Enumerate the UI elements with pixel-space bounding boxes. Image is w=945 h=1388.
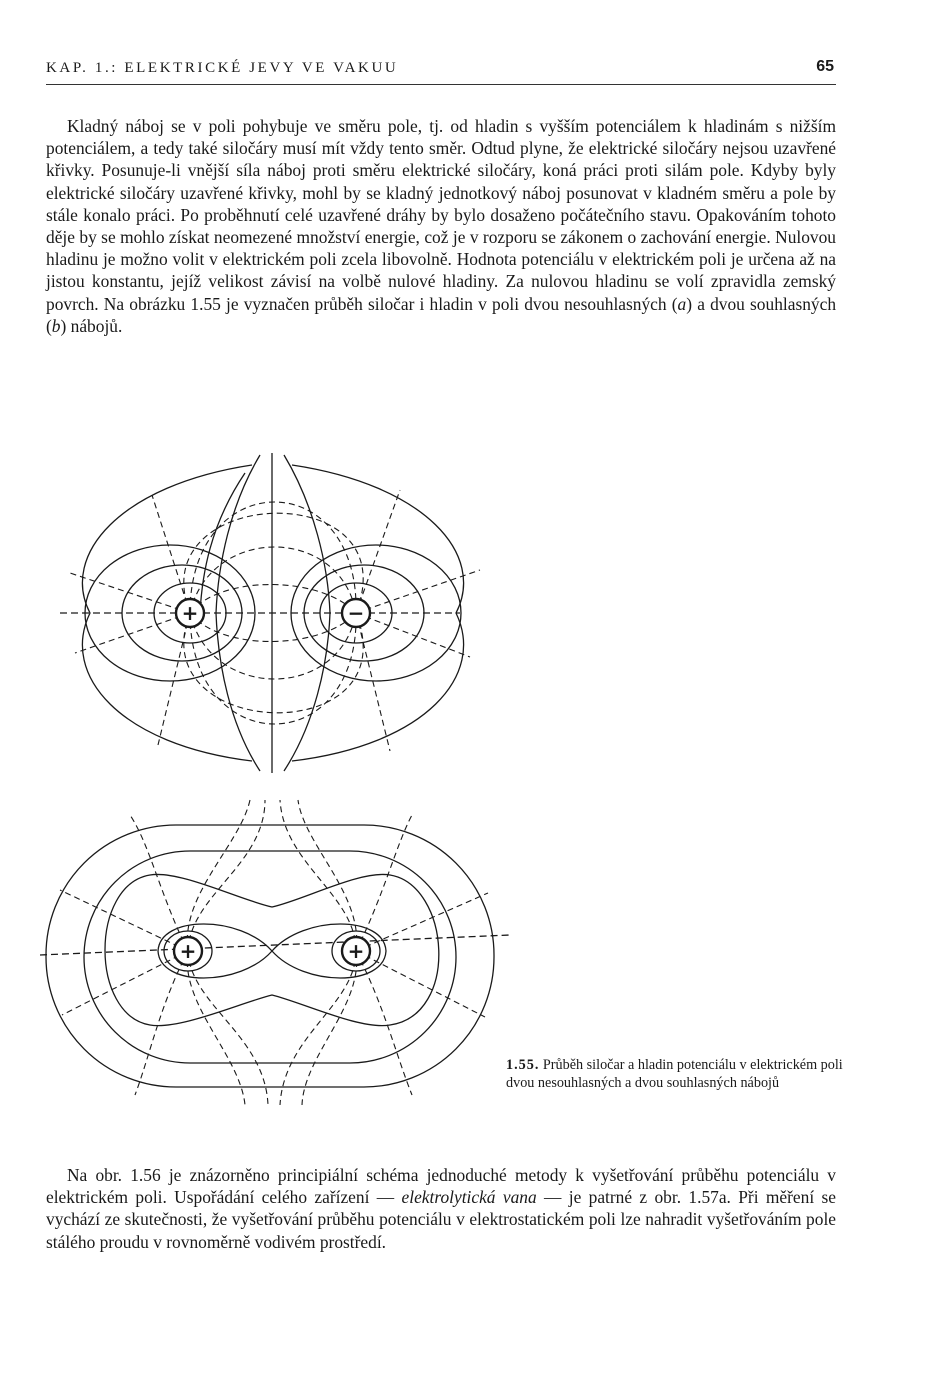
field-line-b16 — [280, 951, 356, 1105]
charge-label-bottom-left: + — [179, 939, 197, 963]
charge-label-bottom-right: + — [347, 939, 365, 963]
page-number: 65 — [816, 58, 834, 75]
field-line-b4 — [60, 890, 188, 951]
label-a: a — [677, 293, 687, 314]
field-line-b2 — [188, 800, 265, 951]
figure-field-lines — [40, 445, 520, 1125]
field-line-b12 — [356, 893, 488, 951]
field-line-b1 — [187, 800, 250, 951]
equipotential-outer-1 — [46, 825, 494, 1087]
field-line-b3 — [130, 815, 188, 951]
equipotential-outer-2 — [84, 851, 456, 1063]
paragraph-1-text-b: ) a dvou souhlasných ( — [46, 293, 837, 336]
field-line-9 — [70, 573, 190, 613]
field-line-3 — [190, 547, 356, 613]
dipole-like-charges — [40, 800, 510, 1105]
field-line-11 — [356, 570, 480, 613]
page-header — [46, 56, 836, 85]
running-head: KAP. 1.: ELEKTRICKÉ JEVY VE VAKUU — [46, 60, 399, 76]
dipole-opposite-charges — [60, 453, 480, 773]
field-line-b7 — [187, 951, 245, 1105]
field-line-15 — [356, 490, 400, 613]
figure-caption — [506, 1057, 846, 1092]
field-line-13 — [152, 495, 190, 613]
paragraph-2-italic: elektrolytická vana — [401, 1187, 537, 1208]
field-line-b8 — [188, 951, 268, 1105]
axis-line-bottom — [40, 935, 510, 955]
caption-text: Průběh siločar a hladin potenciálu v elektrickém poli dvou nesouhlasných a dvou souhlasných nábojů — [506, 1057, 843, 1091]
charge-label-top-right: − — [347, 601, 365, 625]
paragraph-2-text-b: — je patrné z obr. 1.57a. Při měření se vychází ze skutečnosti, že vyšetřování průběhu potenciálu v elektrostatickém poli lze nahradit vyšetřováním pole stálého proudu v rovnoměrně vodivém prostředí. — [46, 1187, 837, 1252]
field-line-b5 — [62, 951, 188, 1015]
paragraph-1-text-c: ) nábojů. — [60, 315, 123, 336]
field-line-b9 — [298, 800, 357, 951]
label-b: b — [51, 315, 61, 336]
field-line-10 — [75, 613, 190, 653]
charge-label-top-left: + — [181, 601, 199, 625]
field-line-2 — [190, 613, 356, 642]
field-line-16 — [356, 613, 390, 751]
paragraph-2-text-a: Na obr. 1.56 je znázorněno principiální schéma jednoduché metody k vyšetřování průběhu potenciálu v elektrickém poli. Uspořádání celého zařízení — — [46, 1165, 836, 1208]
field-line-b13 — [356, 951, 485, 1017]
field-line-4 — [190, 613, 356, 679]
caption-number: 1.55. — [506, 1057, 540, 1073]
field-line-b14 — [356, 951, 412, 1095]
field-line-b10 — [280, 800, 356, 951]
paragraph-1-text-a: Kladný náboj se v poli pohybuje ve směru pole, tj. od hladin s vyšším potenciálem k hladinám s nižším potenciálem, a tedy také siločáry musí mít vždy tento směr. Odtud plyne, že elektrické siločáry nejsou uzavřené křivky. Posunuje-li vnější síla náboj proti směru elektrické siločáry, koná práci proti silám pole. Kdyby byly elektrické siločáry uzavřené křivky, mohl by se kladný jednotkový náboj posunovat v kladném směru a pole by stále konalo práci. Po proběhnutí celé uzavřené dráhy by bylo dosaženo počátečního stavu. Opakováním tohoto děje by se mohlo získat neomezené množství energie, což je v rozporu se zákonem o zachování energie. Nulovou hladinu je možno volit v elektrickém poli zcela libovolně. Hodnota potenciálu v elektrickém poli je určena až na jistou konstantu, jejíž velikost závisí na volbě nulové hladiny. Za nulovou hladinu se volí zpravidla zemský povrch. Na obrázku 1.55 je vyznačen průběh siločar i hladin v poli dvou nesouhlasných ( — [46, 116, 836, 314]
field-line-1 — [190, 585, 356, 614]
field-line-12 — [356, 613, 470, 657]
paragraph-1 — [46, 115, 836, 337]
paragraph-2 — [46, 1164, 836, 1253]
